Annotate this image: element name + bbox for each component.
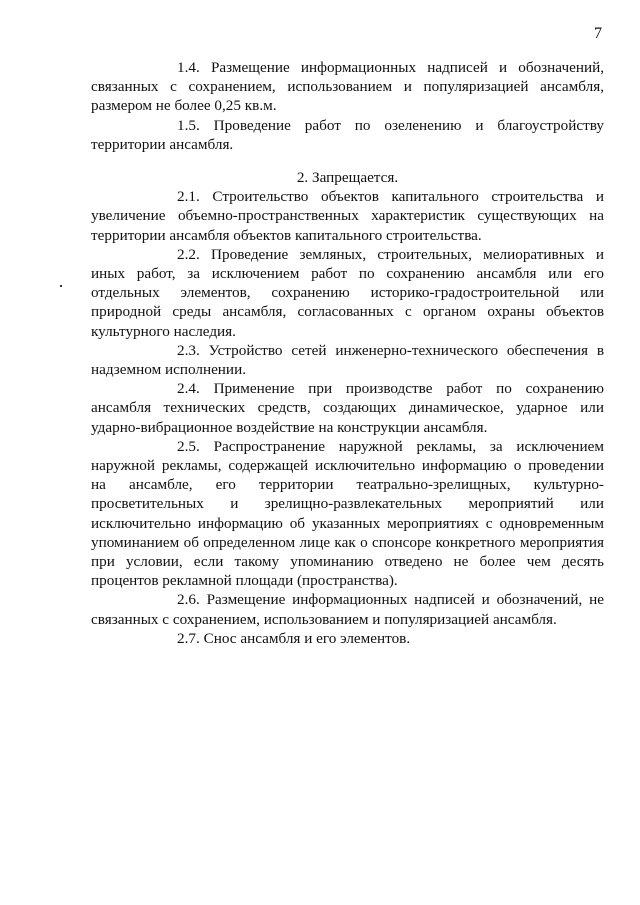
clause-number: 2.2. (177, 245, 200, 263)
clause-1-4 (91, 58, 604, 116)
clause-2-7 (91, 629, 604, 648)
clause-text: Проведение работ по озеленению и благоустройству территории ансамбля. (91, 116, 604, 153)
clause-number: 2.3. (177, 341, 200, 359)
clause-2-3 (91, 341, 604, 379)
clause-2-2 (91, 245, 604, 341)
clause-text: Размещение информационных надписей и обозначений, связанных с сохранением, использованием и популяризацией ансамбля, размером не более 0,25 кв.м. (91, 59, 605, 115)
clause-2-5 (91, 437, 604, 591)
document-body (91, 58, 604, 648)
clause-text: Проведение земляных, строительных, мелиоративных и иных работ, за исключением работ по сохранению ансамбля или его отдельных элементов, сохранению историко-градостроительной или природной среды ансамбля, согласованных с органом охраны объектов культурного наследия. (91, 245, 605, 340)
scan-speck (60, 285, 62, 287)
clause-number: 2.5. (177, 437, 200, 455)
clause-number: 1.4. (177, 59, 200, 76)
clause-text: Строительство объектов капитального строительства и увеличение объемно-пространственных характеристик существующих на территории ансамбля объектов капитального строительства. (91, 188, 605, 244)
clause-1-5 (91, 116, 604, 154)
clause-number: 2.7. (177, 629, 200, 647)
clause-text: Размещение информационных надписей и обозначений, не связанных с сохранением, использованием и популяризацией ансамбля. (91, 591, 604, 628)
clause-text: Снос ансамбля и его элементов. (203, 629, 411, 647)
clause-number: 2.4. (177, 380, 200, 398)
clause-number: 2.6. (177, 591, 200, 609)
section-heading: 2. Запрещается. (296, 169, 399, 187)
clause-number: 2.1. (177, 188, 200, 206)
clause-text: Применение при производстве работ по сохранению ансамбля технических средств, создающих динамическое, ударное или ударно-вибрационное воздействие на конструкции ансамбля. (91, 380, 604, 436)
clause-number: 1.5. (177, 116, 200, 134)
clause-2-6 (91, 590, 604, 628)
clause-2-1 (91, 187, 604, 245)
clause-text: Распространение наружной рекламы, за исключением наружной рекламы, содержащей исключительно информацию о проведении на ансамбле, его территории театрально-зрелищных, культурно-просветительных и зрелищно-развлекательных мероприятий или исключительно информацию об указанных мероприятиях с одновременным упоминанием об определенном лице как о спонсоре конкретного мероприятия при условии, если такому упоминанию отведено не более чем десять процентов рекламной площади (пространства). (91, 437, 604, 590)
clause-text: Устройство сетей инженерно-технического обеспечения в надземном исполнении. (91, 341, 605, 379)
clause-2-4 (91, 379, 604, 437)
page-number: 7 (594, 25, 602, 42)
